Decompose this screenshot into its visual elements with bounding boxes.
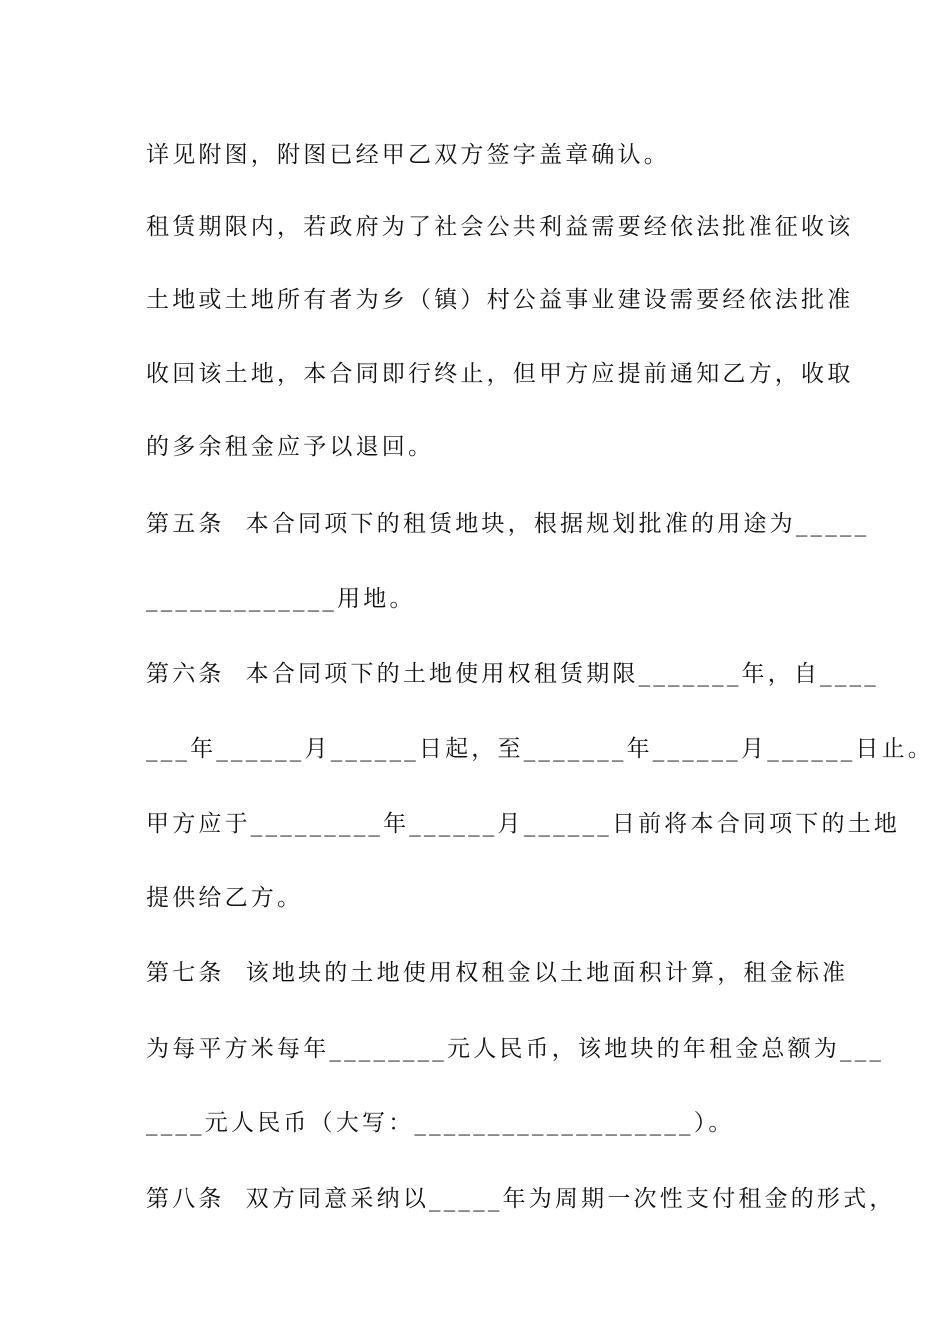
text-line: 为每平方米每年________元人民币，该地块的年租金总额为___ (146, 1036, 885, 1062)
article-5-line: 第五条 本合同项下的租赁地块，根据规划批准的用途为_____ (146, 511, 870, 537)
text-line: ___年______月______日起，至_______年______月______日止。 (146, 736, 934, 762)
text-line: ____元人民币（大写：___________________）。 (146, 1110, 735, 1136)
text-line: 提供给乙方。 (146, 885, 304, 911)
text-line: _____________用地。 (146, 586, 416, 612)
text-line: 甲方应于_________年______月______日前将本合同项下的土地 (146, 811, 901, 837)
article-6-line: 第六条 本合同项下的土地使用权租赁期限_______年，自____ (146, 661, 879, 687)
text-line: 租赁期限内，若政府为了社会公共利益需要经依法批准征收该 (146, 214, 854, 240)
text-line: 的多余租金应予以退回。 (146, 434, 435, 460)
text-line: 土地或土地所有者为乡（镇）村公益事业建设需要经依法批准 (146, 287, 854, 313)
text-line: 收回该土地，本合同即行终止，但甲方应提前通知乙方，收取 (146, 361, 854, 387)
article-8-line: 第八条 双方同意采纳以_____年为周期一次性支付租金的形式， (146, 1186, 896, 1212)
text-line: 详见附图，附图已经甲乙双方签字盖章确认。 (146, 142, 670, 168)
article-7-line: 第七条 该地块的土地使用权租金以土地面积计算，租金标准 (146, 960, 849, 986)
